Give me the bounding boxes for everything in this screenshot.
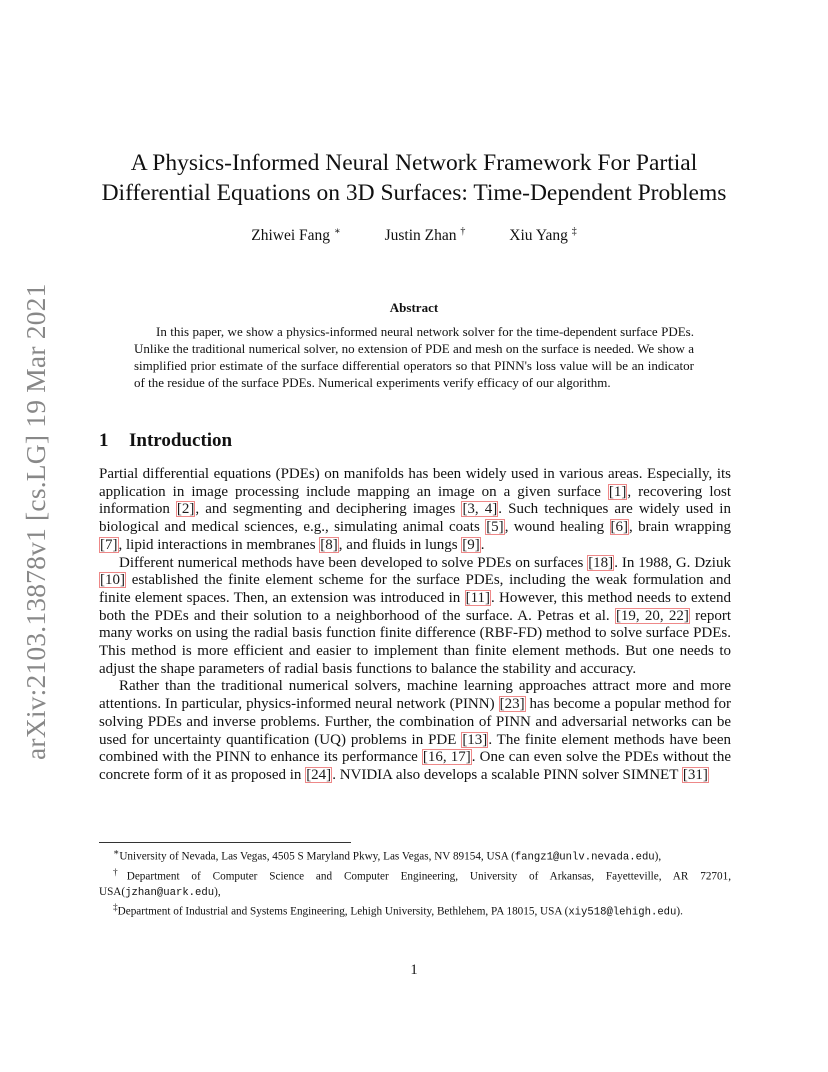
footnotes	[99, 846, 731, 921]
section-title: Introduction	[129, 430, 233, 451]
citation-link[interactable]: [6]	[610, 519, 629, 536]
paragraph: Rather than the traditional numerical solvers, machine learning approaches attract more and more attentions. In particular, physics-informed neural network (PINN) [23] has become a popular method for solving PDEs and inverse problems. Further, the combination of PINN and adversarial networks can be used for uncertainty quantification (UQ) problems in PDE [13]. The finite element methods have been combined with the PINN to enhance its performance [16, 17]. One can even solve the PDEs without the concrete form of it as proposed in [24]. NVIDIA also develops a scalable PINN solver SIMNET [31]	[99, 678, 731, 783]
citation-link[interactable]: [3, 4]	[462, 501, 498, 518]
citation-link[interactable]: [24]	[306, 766, 332, 783]
footnote: †Department of Computer Science and Computer Engineering, University of Arkansas, Fayetteville, AR 72701, USA(jzhan@uark.edu),	[99, 867, 731, 899]
citation-link[interactable]: [9]	[462, 536, 480, 553]
footnote-divider	[99, 842, 351, 843]
section-heading	[99, 430, 232, 452]
body-text	[99, 466, 731, 785]
citation-link[interactable]: [5]	[486, 519, 504, 536]
email-link[interactable]: fangz1@unlv.nevada.edu	[514, 851, 655, 864]
author: Xiu Yang ‡	[509, 226, 577, 245]
citation-link[interactable]: [18]	[588, 554, 614, 571]
citation-link[interactable]: [1]	[608, 483, 627, 500]
paper-title	[60, 148, 768, 208]
abstract-text: In this paper, we show a physics-informed neural network solver for the time-dependent surface PDEs. Unlike the traditional numerical solver, no extension of PDE and mesh on the surface is needed. We show a simplified prior estimate of the surface differential operators so that PINN's loss value will be an indicator of the residue of the surface PDEs. Numerical experiments verify efficacy of our algorithm.	[134, 324, 694, 390]
footnote-mark[interactable]: †	[460, 226, 466, 237]
email-link[interactable]: xiy518@lehigh.edu	[568, 906, 677, 919]
citation-link[interactable]: [23]	[499, 696, 525, 713]
citation-link[interactable]: [16, 17]	[422, 749, 471, 766]
footnote-mark[interactable]: ‡	[571, 226, 577, 237]
author: Zhiwei Fang ∗	[251, 226, 341, 245]
author-list	[0, 226, 828, 245]
citation-link[interactable]: [11]	[465, 589, 491, 606]
abstract-heading: Abstract	[389, 300, 439, 315]
citation-link[interactable]: [31]	[682, 766, 708, 783]
citation-link[interactable]: [13]	[462, 731, 488, 748]
citation-link[interactable]: [7]	[100, 536, 118, 553]
email-link[interactable]: jzhan@uark.edu	[125, 886, 215, 899]
citation-link[interactable]: [8]	[320, 536, 338, 553]
author: Justin Zhan †	[384, 226, 466, 245]
citation-link[interactable]: [19, 20, 22]	[615, 607, 689, 624]
title-line-2: Differential Equations on 3D Surfaces: Time-Dependent Problems	[101, 180, 727, 206]
citation-link[interactable]: [10]	[100, 572, 125, 589]
paragraph: Partial differential equations (PDEs) on manifolds has been widely used in various areas. Especially, its application in image processing include mapping an image on a given surface [1], recovering lost information [2], and segmenting and deciphering images [3, 4]. Such techniques are widely used in biological and medical sciences, e.g., simulating animal coats [5], wound healing [6], brain wrapping [7], lipid interactions in membranes [8], and fluids in lungs [9].	[99, 466, 731, 553]
footnote: ∗University of Nevada, Las Vegas, 4505 S Maryland Pkwy, Las Vegas, NV 89154, USA (fangz1@unlv.nevada.edu),	[113, 848, 662, 864]
footnote: ‡Department of Industrial and Systems Engineering, Lehigh University, Bethlehem, PA 18015, USA (xiy518@lehigh.edu).	[113, 903, 683, 919]
page-number: 1	[410, 962, 418, 978]
footnote-mark[interactable]: ∗	[333, 226, 341, 237]
paragraph: Different numerical methods have been developed to solve PDEs on surfaces [18]. In 1988, G. Dziuk [10] established the finite element scheme for the surface PDEs, including the weak formulation and finite element spaces. Then, an extension was introduced in [11]. However, this method needs to extend both the PDEs and their solution to a neighborhood of the surface. A. Petras et al. [19, 20, 22] report many works on using the radial basis function finite difference (RBF-FD) method to solve surface PDEs. This method is more efficient and easier to implement than finite element methods. But one needs to adjust the shape parameters of radial basis functions to balance the stability and accuracy.	[99, 554, 731, 677]
citation-link[interactable]: [2]	[176, 501, 195, 518]
arxiv-id-label[interactable]: arXiv:2103.13878v1 [cs.LG] 19 Mar 2021	[20, 283, 51, 760]
section-number: 1	[99, 430, 109, 451]
title-line-1: A Physics-Informed Neural Network Framework For Partial	[130, 150, 698, 176]
